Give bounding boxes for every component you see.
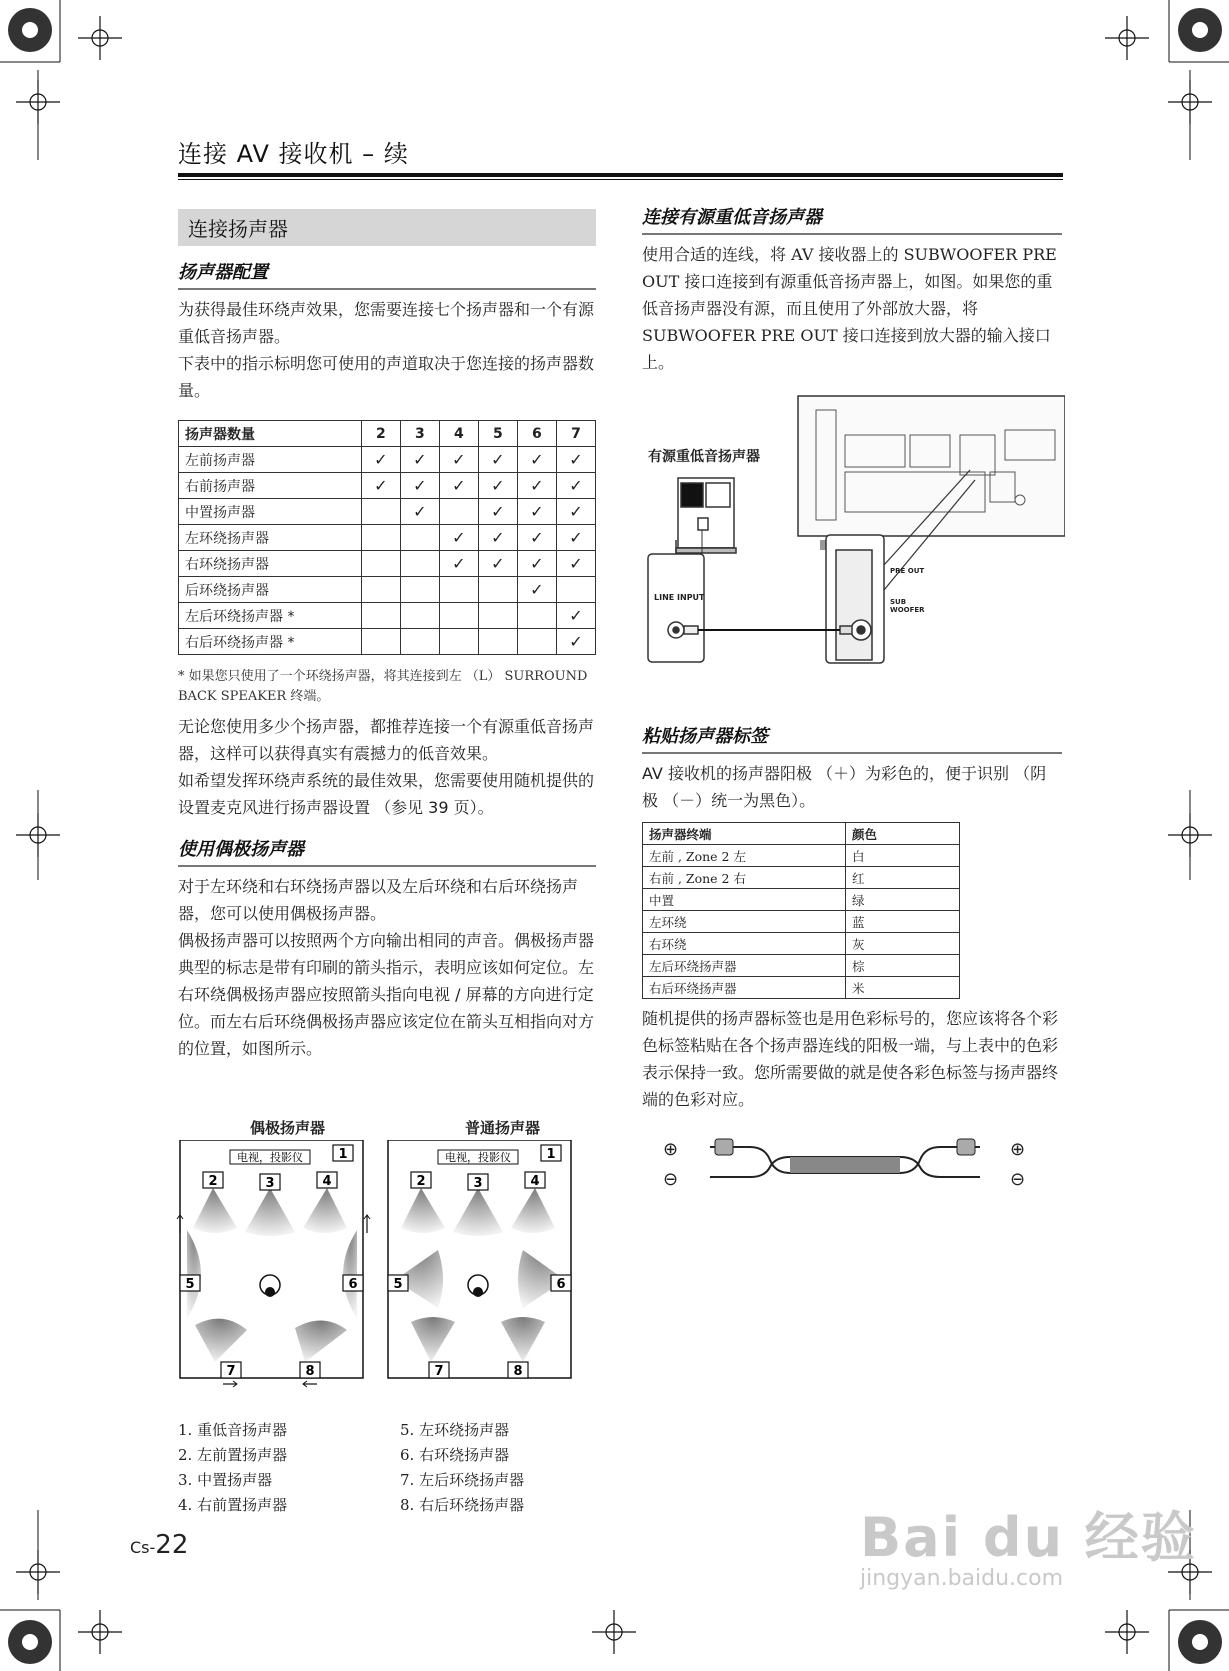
- labels-heading: 粘贴扬声器标签: [642, 722, 1062, 754]
- table-cell: ✓: [556, 603, 595, 629]
- table-cell: ✓: [517, 577, 556, 603]
- table-cell: [361, 499, 400, 525]
- table-cell: [361, 525, 400, 551]
- table-header: 颜色: [846, 823, 960, 845]
- table-cell: ✓: [400, 447, 439, 473]
- table-cell: ✓: [517, 499, 556, 525]
- table-row: [643, 955, 960, 977]
- table-row: [179, 577, 596, 603]
- table-cell: 米: [846, 977, 960, 999]
- table-cell: ✓: [556, 525, 595, 551]
- right-column: [642, 203, 1062, 376]
- table-row: [179, 603, 596, 629]
- table-cell: [361, 629, 400, 655]
- table-cell: ✓: [517, 447, 556, 473]
- table-header: 7: [556, 421, 595, 447]
- speaker-count-table: [178, 420, 596, 655]
- speaker-config-para1: 为获得最佳环绕声效果，您需要连接七个扬声器和一个有源重低音扬声器。: [178, 300, 595, 346]
- table-cell: ✓: [478, 499, 517, 525]
- legend-col1: [178, 1418, 388, 1518]
- speaker-config-para2: 下表中的指示标明您可使用的声道取决于您连接的扬声器数量。: [178, 354, 595, 400]
- legend-item: 5. 左环绕扬声器: [400, 1421, 510, 1439]
- dipole-diagram-title: 偶极扬声器: [249, 1119, 325, 1137]
- table-cell: ✓: [556, 473, 595, 499]
- woofer-label: WOOFER: [890, 606, 925, 614]
- tv-label: 电视，投影仪: [445, 1151, 511, 1164]
- table-row: [179, 525, 596, 551]
- table-cell: [439, 499, 478, 525]
- watermark: [860, 1495, 1197, 1591]
- section-title: 连接扬声器: [178, 209, 596, 246]
- table-cell: ✓: [517, 525, 556, 551]
- table-row: [179, 447, 596, 473]
- table-cell: 白: [846, 845, 960, 867]
- speaker-number: 6: [556, 1277, 566, 1292]
- legend-item: 1. 重低音扬声器: [178, 1421, 288, 1439]
- page-header: [178, 134, 1063, 180]
- table-cell: [439, 629, 478, 655]
- subwoofer-speaker-icon: [676, 478, 736, 553]
- table-cell: 右后环绕扬声器: [643, 977, 846, 999]
- subwoofer-label: 有源重低音扬声器: [648, 449, 760, 465]
- speaker-number: 1: [338, 1147, 348, 1162]
- table-row: [643, 845, 960, 867]
- speaker-number: 2: [416, 1174, 426, 1189]
- table-cell: 中置: [643, 889, 846, 911]
- table-cell: ✓: [478, 447, 517, 473]
- minus-icon: ⊖: [1010, 1169, 1026, 1190]
- legend-item: 2. 左前置扬声器: [178, 1446, 288, 1464]
- row-label: 后环绕扬声器: [179, 577, 362, 603]
- pre-out-jack-icon: [826, 535, 884, 663]
- table-cell: 蓝: [846, 911, 960, 933]
- legend-item: 7. 左后环绕扬声器: [400, 1471, 525, 1489]
- speaker-number: 2: [208, 1174, 218, 1189]
- header-rule: [178, 173, 1063, 177]
- pre-out-label: PRE OUT: [890, 567, 925, 575]
- dipole-para1: 对于左环绕和右环绕扬声器以及左后环绕和右后环绕扬声器，您可以使用偶极扬声器。: [178, 877, 579, 923]
- watermark-url: jingyan.baidu.com: [860, 1566, 1064, 1591]
- table-cell: 右环绕: [643, 933, 846, 955]
- watermark-brand: Bai du 经验: [860, 1506, 1197, 1569]
- table-cell: ✓: [478, 473, 517, 499]
- table-cell: 棕: [846, 955, 960, 977]
- row-label: 左环绕扬声器: [179, 525, 362, 551]
- listener-head-icon: [265, 1287, 275, 1297]
- table-row: [179, 551, 596, 577]
- table-cell: ✓: [517, 473, 556, 499]
- table-cell: ✓: [361, 447, 400, 473]
- legend-item: 4. 右前置扬声器: [178, 1496, 288, 1514]
- plus-icon: ⊕: [663, 1139, 679, 1160]
- header-rule-thin: [178, 179, 1063, 180]
- table-cell: [400, 603, 439, 629]
- row-label: 右环绕扬声器: [179, 551, 362, 577]
- table-cell: ✓: [439, 473, 478, 499]
- row-label: 右前扬声器: [179, 473, 362, 499]
- table-cell: ✓: [439, 525, 478, 551]
- page-title: 连接 AV 接收机 – 续: [178, 140, 409, 168]
- table-cell: [439, 577, 478, 603]
- table-cell: [517, 629, 556, 655]
- speaker-config-para4: 如希望发挥环绕声系统的最佳效果，您需要使用随机提供的设置麦克风进行扬声器设置 （参见 39 页）。: [178, 771, 595, 817]
- speaker-config-para3: 无论您使用多少个扬声器，都推荐连接一个有源重低音扬声器，这样可以获得真实有震撼力的低音效果。: [178, 717, 595, 763]
- labels-section: [642, 722, 1062, 1113]
- labels-para2: 随机提供的扬声器标签也是用色彩标号的，您应该将各个彩色标签粘贴在各个扬声器连线的阳极一端，与上表中的色彩表示保持一致。您所需要做的就是使各彩色标签与扬声器终端的色彩对应。: [642, 1009, 1059, 1109]
- minus-icon: ⊖: [663, 1169, 679, 1190]
- table-cell: [361, 577, 400, 603]
- speaker-number: 6: [348, 1277, 358, 1292]
- normal-diagram-title: 普通扬声器: [464, 1119, 540, 1137]
- terminal-color-table: [642, 822, 960, 999]
- legend-item: 3. 中置扬声器: [178, 1471, 273, 1489]
- table-cell: ✓: [439, 551, 478, 577]
- table-cell: [400, 629, 439, 655]
- speaker-number: 8: [513, 1364, 523, 1379]
- table-cell: [400, 577, 439, 603]
- row-label: 左前扬声器: [179, 447, 362, 473]
- table-cell: [361, 551, 400, 577]
- table-cell: [478, 577, 517, 603]
- speaker-number: 8: [305, 1364, 315, 1379]
- speaker-number: 5: [393, 1277, 403, 1292]
- table-cell: ✓: [556, 499, 595, 525]
- speaker-layout-diagrams: [175, 1140, 610, 1410]
- table-footnote: * 如果您只使用了一个环绕扬声器，将其连接到左 （L） SURROUND BACK SPEAKER 终端。: [178, 669, 588, 704]
- table-cell: 红: [846, 867, 960, 889]
- labels-para1: AV 接收机的扬声器阳极 （＋）为彩色的，便于识别 （阴极 （－）统一为黑色）。: [642, 764, 1047, 810]
- table-cell: ✓: [556, 551, 595, 577]
- table-cell: 左后环绕扬声器: [643, 955, 846, 977]
- table-cell: [439, 603, 478, 629]
- listener-head-icon: [473, 1287, 483, 1297]
- table-cell: 左环绕: [643, 911, 846, 933]
- plus-icon: ⊕: [1010, 1139, 1026, 1160]
- table-row: [179, 499, 596, 525]
- line-input-label: LINE INPUT: [654, 593, 705, 602]
- row-label: 中置扬声器: [179, 499, 362, 525]
- table-cell: ✓: [400, 499, 439, 525]
- table-cell: [361, 603, 400, 629]
- page-number-prefix: Cs-: [130, 1538, 156, 1557]
- table-row: [643, 889, 960, 911]
- table-row: [643, 977, 960, 999]
- tv-label: 电视，投影仪: [237, 1151, 303, 1164]
- table-header: 4: [439, 421, 478, 447]
- sub-label: SUB: [890, 598, 907, 606]
- table-cell: [400, 525, 439, 551]
- table-cell: ✓: [517, 551, 556, 577]
- table-header: 5: [478, 421, 517, 447]
- table-header-row: [179, 421, 596, 447]
- table-cell: ✓: [478, 551, 517, 577]
- speaker-config-heading: 扬声器配置: [178, 258, 596, 290]
- table-cell: [556, 577, 595, 603]
- subwoofer-heading: 连接有源重低音扬声器: [642, 203, 1062, 235]
- table-row: [179, 629, 596, 655]
- table-row: [643, 867, 960, 889]
- receiver-back-panel-icon: [798, 396, 1065, 550]
- table-header: 扬声器数量: [179, 421, 362, 447]
- table-cell: [400, 551, 439, 577]
- table-cell: ✓: [556, 629, 595, 655]
- table-cell: 右前 , Zone 2 右: [643, 867, 846, 889]
- subwoofer-para: 使用合适的连线，将 AV 接收器上的 SUBWOOFER PRE OUT 接口连接到有源重低音扬声器上，如图。如果您的重低音扬声器没有源，而且使用了外部放大器，将 SUBWOOFER PRE OUT 接口连接到放大器的输入接口上。: [642, 245, 1057, 372]
- table-cell: ✓: [361, 473, 400, 499]
- page-number-value: 22: [155, 1530, 189, 1560]
- table-header: 6: [517, 421, 556, 447]
- speaker-number: 4: [530, 1174, 540, 1189]
- speaker-cable-diagram: [660, 1125, 1030, 1195]
- speaker-number: 3: [265, 1176, 275, 1191]
- speaker-number: 1: [546, 1147, 556, 1162]
- speaker-number: 3: [473, 1176, 483, 1191]
- table-row: [179, 473, 596, 499]
- legend-item: 8. 右后环绕扬声器: [400, 1496, 525, 1514]
- legend-item: 6. 右环绕扬声器: [400, 1446, 510, 1464]
- speaker-number: 4: [322, 1174, 332, 1189]
- page-number: [130, 1530, 188, 1560]
- table-cell: ✓: [478, 525, 517, 551]
- line-input-jack-icon: [648, 554, 704, 662]
- table-cell: ✓: [439, 447, 478, 473]
- subwoofer-connection-diagram: [640, 390, 1065, 680]
- table-cell: 绿: [846, 889, 960, 911]
- table-header: 3: [400, 421, 439, 447]
- table-cell: 灰: [846, 933, 960, 955]
- dipole-heading: 使用偶极扬声器: [178, 835, 596, 867]
- left-column: [178, 209, 596, 1062]
- speaker-number: 7: [434, 1364, 444, 1379]
- table-cell: ✓: [400, 473, 439, 499]
- speaker-number: 5: [185, 1277, 195, 1292]
- row-label: 右后环绕扬声器 *: [179, 629, 362, 655]
- legend-col2: [400, 1418, 610, 1518]
- table-row: [643, 911, 960, 933]
- table-header: 扬声器终端: [643, 823, 846, 845]
- dipole-para2: 偶极扬声器可以按照两个方向输出相同的声音。偶极扬声器典型的标志是带有印刷的箭头指示，表明应该如何定位。左右环绕偶极扬声器应按照箭头指向电视 / 屏幕的方向进行定位。而左右后环绕偶极扬声器应该定位在箭头互相指向对方的位置，如图所示。: [178, 931, 595, 1058]
- table-cell: 左前 , Zone 2 左: [643, 845, 846, 867]
- table-cell: [517, 603, 556, 629]
- row-label: 左后环绕扬声器 *: [179, 603, 362, 629]
- speaker-number: 7: [226, 1364, 236, 1379]
- table-row: [643, 933, 960, 955]
- table-header-row: [643, 823, 960, 845]
- table-cell: ✓: [556, 447, 595, 473]
- table-cell: [478, 603, 517, 629]
- table-header: 2: [361, 421, 400, 447]
- table-cell: [478, 629, 517, 655]
